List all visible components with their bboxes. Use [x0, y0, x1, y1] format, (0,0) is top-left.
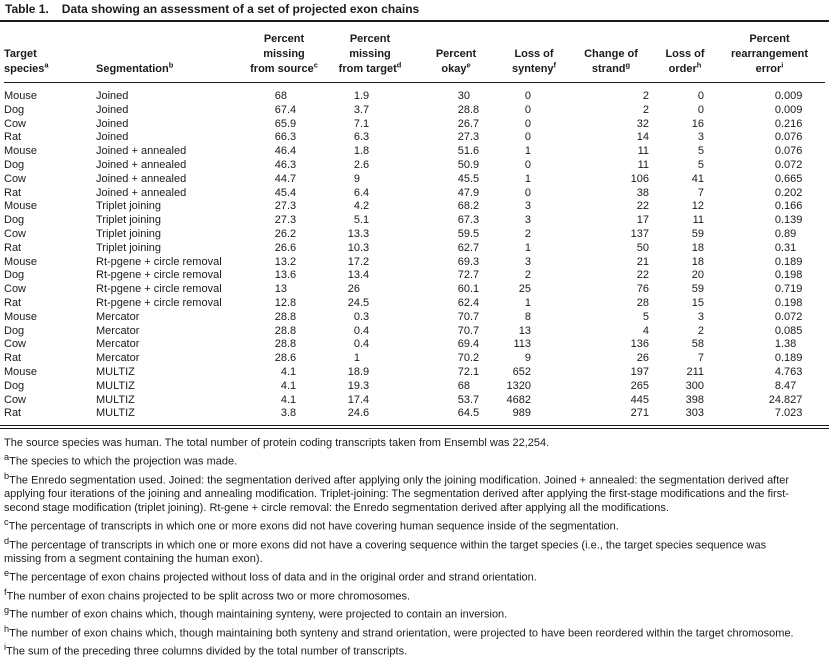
value-cell: 4.763 — [774, 365, 803, 378]
species-cell: Rat — [4, 296, 22, 309]
value-cell: 13.3 — [347, 227, 370, 240]
segmentation-cell: MULTIZ — [96, 393, 135, 406]
value-cell: 0.89 — [774, 227, 797, 240]
value-cell: 8.47 — [774, 379, 797, 392]
value-cell: 27.3 — [274, 214, 297, 227]
column-header: Percent missing from source$^c$ — [238, 22, 330, 83]
value-cell: 4 — [642, 324, 649, 337]
species-cell: Cow — [4, 393, 27, 406]
value-cell: 22 — [636, 269, 649, 282]
segmentation-cell: Joined + annealed — [96, 145, 187, 158]
value-cell: 3 — [697, 310, 704, 323]
value-cell: 62.7 — [457, 241, 480, 254]
species-cell: Cow — [4, 117, 27, 130]
table-caption-text: Data showing an assessment of a set of projected exon chains — [61, 2, 420, 16]
segmentation-cell: MULTIZ — [96, 365, 135, 378]
footnote: $^f$The number of exon chains projected to be split across two or more chromosomes. — [4, 586, 411, 603]
segmentation-cell: Mercator — [96, 324, 140, 337]
value-cell: 17 — [636, 214, 649, 227]
table-row — [4, 118, 825, 132]
segmentation-cell: Joined — [96, 103, 129, 116]
value-cell: 4.1 — [280, 393, 297, 406]
value-cell: 45.5 — [457, 172, 480, 185]
value-cell: 1320 — [506, 379, 531, 392]
segmentation-cell: Rt-pgene + circle removal — [96, 269, 222, 282]
segmentation-cell: Joined + annealed — [96, 172, 187, 185]
value-cell: 106 — [630, 172, 649, 185]
value-cell: 45.4 — [274, 186, 297, 199]
value-cell: 398 — [685, 393, 704, 406]
segmentation-cell: Joined + annealed — [96, 158, 187, 171]
table-row — [4, 145, 825, 159]
value-cell: 58 — [691, 338, 704, 351]
value-cell: 0.3 — [353, 310, 370, 323]
value-cell: 0 — [524, 90, 531, 102]
value-cell: 11 — [637, 145, 649, 158]
value-cell: 41 — [691, 172, 704, 185]
value-cell: 14 — [636, 131, 649, 144]
value-cell: 9 — [353, 172, 360, 185]
value-cell: 1 — [524, 241, 531, 254]
value-cell: 28.6 — [274, 352, 297, 365]
species-cell: Dog — [4, 214, 25, 227]
species-cell: Mouse — [4, 145, 38, 158]
value-cell: 0.719 — [774, 283, 803, 296]
value-cell: 7 — [697, 352, 704, 365]
segmentation-cell: Triplet joining — [96, 227, 162, 240]
value-cell: 12.8 — [274, 296, 297, 309]
value-cell: 67.4 — [274, 103, 297, 116]
value-cell: 0.072 — [774, 310, 803, 323]
table-row — [4, 83, 825, 104]
value-cell: 6.4 — [353, 186, 370, 199]
value-cell: 46.3 — [274, 158, 297, 171]
value-cell: 1 — [524, 172, 531, 185]
column-header: Change of strand$^g$ — [566, 22, 656, 83]
value-cell: 59.5 — [457, 227, 480, 240]
value-cell: 0.009 — [774, 90, 803, 102]
value-cell: 24.6 — [347, 407, 370, 420]
footnote: $^i$The sum of the preceding three columns divided by the total number of transcripts. — [4, 642, 408, 658]
value-cell: 22 — [636, 200, 649, 213]
value-cell: 5 — [697, 145, 704, 158]
value-cell: 0.665 — [774, 172, 803, 185]
value-cell: 21 — [636, 255, 649, 268]
table-row — [4, 352, 825, 366]
value-cell: 20 — [691, 269, 704, 282]
value-cell: 3 — [697, 131, 704, 144]
table-row — [4, 325, 825, 339]
value-cell: 30 — [457, 90, 470, 102]
species-cell: Rat — [4, 131, 22, 144]
segmentation-cell: Triplet joining — [96, 214, 162, 227]
value-cell: 72.7 — [457, 269, 480, 282]
footnote: $^e$The percentage of exon chains projected without loss of data and in the original order and strand orientation. — [4, 568, 537, 584]
footnote: $^d$The percentage of transcripts in which one or more exons did not have a covering sequence within the target species (i.e., the target species sequence was missing from a segment containing the human exon). — [4, 535, 767, 566]
value-cell: 13.4 — [347, 269, 370, 282]
value-cell: 0.139 — [774, 214, 803, 227]
value-cell: 7 — [697, 186, 704, 199]
value-cell: 0 — [524, 186, 531, 199]
value-cell: 24.5 — [347, 296, 370, 309]
value-cell: 0.076 — [774, 131, 803, 144]
value-cell: 1 — [524, 145, 531, 158]
value-cell: 271 — [630, 407, 649, 420]
footnote: $^c$The percentage of transcripts in which one or more exons did not have covering human sequence inside of the segmentation. — [4, 516, 619, 533]
value-cell: 60.1 — [457, 283, 480, 296]
value-cell: 62.4 — [457, 296, 480, 309]
value-cell: 44.7 — [274, 172, 297, 185]
species-cell: Mouse — [4, 90, 38, 102]
table-label: Table 1. — [5, 2, 49, 16]
value-cell: 0.085 — [774, 324, 803, 337]
value-cell: 9 — [524, 352, 531, 365]
value-cell: 8 — [524, 310, 531, 323]
species-cell: Rat — [4, 186, 22, 199]
value-cell: 10.3 — [347, 241, 370, 254]
footnote: $^a$The species to which the projection was made. — [4, 452, 238, 468]
value-cell: 13.2 — [274, 255, 297, 268]
value-cell: 11 — [692, 214, 704, 227]
species-cell: Rat — [4, 407, 22, 420]
value-cell: 2 — [524, 227, 531, 240]
value-cell: 2 — [642, 103, 649, 116]
value-cell: 5.1 — [353, 214, 370, 227]
value-cell: 197 — [630, 365, 649, 378]
column-header: Loss of order$^h$ — [656, 22, 714, 83]
value-cell: 47.9 — [457, 186, 480, 199]
species-cell: Cow — [4, 172, 27, 185]
table-row — [4, 159, 825, 173]
value-cell: 2 — [642, 90, 649, 102]
value-cell: 137 — [630, 227, 649, 240]
table-row — [4, 242, 825, 256]
species-cell: Dog — [4, 158, 25, 171]
value-cell: 26.2 — [274, 227, 297, 240]
column-header: Segmentation$^b$ — [96, 22, 238, 83]
species-cell: Mouse — [4, 255, 38, 268]
value-cell: 4.1 — [280, 365, 297, 378]
value-cell: 68 — [274, 90, 287, 102]
table-row — [4, 394, 825, 408]
species-cell: Cow — [4, 283, 27, 296]
value-cell: 0.216 — [774, 117, 803, 130]
table-row — [4, 366, 825, 380]
value-cell: 5 — [697, 158, 704, 171]
value-cell: 2.6 — [353, 158, 370, 171]
species-cell: Mouse — [4, 310, 38, 323]
value-cell: 67.3 — [457, 214, 480, 227]
value-cell: 26.7 — [457, 117, 480, 130]
value-cell: 300 — [685, 379, 704, 392]
species-cell: Rat — [4, 352, 22, 365]
species-cell: Mouse — [4, 200, 38, 213]
value-cell: 17.4 — [347, 393, 370, 406]
value-cell: 70.2 — [457, 352, 480, 365]
species-cell: Cow — [4, 227, 27, 240]
table-row — [4, 283, 825, 297]
value-cell: 18 — [691, 241, 704, 254]
value-cell: 15 — [691, 296, 704, 309]
value-cell: 70.7 — [457, 310, 480, 323]
value-cell: 5 — [642, 310, 649, 323]
value-cell: 3 — [524, 255, 531, 268]
species-cell: Cow — [4, 338, 27, 351]
value-cell: 59 — [691, 227, 704, 240]
segmentation-cell: Mercator — [96, 310, 140, 323]
footnote: $^g$The number of exon chains which, though maintaining synteny, were projected to contain an inversion. — [4, 605, 508, 621]
value-cell: 0 — [697, 90, 704, 102]
value-cell: 989 — [512, 407, 531, 420]
value-cell: 50 — [636, 241, 649, 254]
value-cell: 69.4 — [457, 338, 480, 351]
value-cell: 13 — [274, 283, 287, 296]
table-row — [4, 104, 825, 118]
value-cell: 445 — [630, 393, 649, 406]
value-cell: 69.3 — [457, 255, 480, 268]
value-cell: 652 — [512, 365, 531, 378]
value-cell: 3.8 — [280, 407, 297, 420]
table-caption — [4, 2, 825, 19]
value-cell: 0 — [697, 103, 704, 116]
segmentation-cell: Rt-pgene + circle removal — [96, 296, 222, 309]
segmentation-cell: Rt-pgene + circle removal — [96, 283, 222, 296]
value-cell: 136 — [630, 338, 649, 351]
table-row — [4, 380, 825, 394]
value-cell: 28.8 — [274, 310, 297, 323]
value-cell: 26.6 — [274, 241, 297, 254]
value-cell: 26 — [636, 352, 649, 365]
table-row — [4, 200, 825, 214]
table-row — [4, 338, 825, 352]
column-header: Percent missing from target$^d$ — [330, 22, 410, 83]
species-cell: Dog — [4, 269, 25, 282]
value-cell: 28.8 — [274, 338, 297, 351]
value-cell: 0 — [524, 117, 531, 130]
segmentation-cell: Triplet joining — [96, 200, 162, 213]
value-cell: 0 — [524, 158, 531, 171]
value-cell: 0.4 — [353, 338, 370, 351]
table-row — [4, 269, 825, 283]
value-cell: 0 — [524, 103, 531, 116]
value-cell: 19.3 — [347, 379, 370, 392]
segmentation-cell: Triplet joining — [96, 241, 162, 254]
column-header: Percent okay$^e$ — [410, 22, 502, 83]
segmentation-cell: Rt-pgene + circle removal — [96, 255, 222, 268]
value-cell: 7.1 — [353, 117, 370, 130]
value-cell: 3.7 — [353, 103, 370, 116]
table-header — [4, 22, 825, 83]
value-cell: 1.38 — [774, 338, 797, 351]
value-cell: 7.023 — [774, 407, 803, 420]
value-cell: 68 — [457, 379, 470, 392]
value-cell: 4.2 — [353, 200, 370, 213]
value-cell: 13.6 — [274, 269, 297, 282]
value-cell: 1.9 — [353, 90, 370, 102]
value-cell: 11 — [637, 158, 649, 171]
value-cell: 38 — [636, 186, 649, 199]
value-cell: 28.8 — [457, 103, 480, 116]
data-table — [4, 22, 825, 421]
value-cell: 0.076 — [774, 145, 803, 158]
table-row — [4, 131, 825, 145]
value-cell: 68.2 — [457, 200, 480, 213]
value-cell: 0.009 — [774, 103, 803, 116]
segmentation-cell: MULTIZ — [96, 379, 135, 392]
table-row — [4, 297, 825, 311]
table-row — [4, 407, 825, 421]
value-cell: 64.5 — [457, 407, 480, 420]
value-cell: 18.9 — [347, 365, 370, 378]
value-cell: 2 — [697, 324, 704, 337]
value-cell: 12 — [691, 200, 704, 213]
table-row — [4, 311, 825, 325]
table-row — [4, 187, 825, 201]
value-cell: 26 — [347, 283, 360, 296]
value-cell: 0.189 — [774, 255, 803, 268]
segmentation-cell: Mercator — [96, 338, 140, 351]
value-cell: 1 — [353, 352, 360, 365]
value-cell: 0.31 — [774, 241, 797, 254]
value-cell: 4682 — [506, 393, 531, 406]
column-header: Loss of synteny$^f$ — [502, 22, 566, 83]
value-cell: 27.3 — [457, 131, 480, 144]
value-cell: 51.6 — [457, 145, 480, 158]
species-cell: Dog — [4, 324, 25, 337]
column-header: Percent rearrangement error$^i$ — [714, 22, 825, 83]
footnote: $^b$The Enredo segmentation used. Joined: the segmentation derived after applying only the joining modification. Joined + annealed: the segmentation derived after applying four iterations of the joining and annealing modification. Triplet-joining: The segmentation derived after applying the first-stage modifications and the first-second stage modification (triplet joining). Rt-gene + circle removal: the Enredo segmentation derived after applying all the modifications. — [4, 470, 790, 515]
value-cell: 27.3 — [274, 200, 297, 213]
value-cell: 24.827 — [768, 393, 803, 406]
value-cell: 0.166 — [774, 200, 803, 213]
value-cell: 18 — [691, 255, 704, 268]
value-cell: 28 — [636, 296, 649, 309]
value-cell: 265 — [630, 379, 649, 392]
species-cell: Dog — [4, 379, 25, 392]
table-row — [4, 228, 825, 242]
segmentation-cell: Joined — [96, 117, 129, 130]
species-cell: Mouse — [4, 365, 38, 378]
value-cell: 28.8 — [274, 324, 297, 337]
value-cell: 303 — [685, 407, 704, 420]
value-cell: 6.3 — [353, 131, 370, 144]
value-cell: 25 — [518, 283, 531, 296]
value-cell: 17.2 — [347, 255, 370, 268]
segmentation-cell: Mercator — [96, 352, 140, 365]
value-cell: 0.189 — [774, 352, 803, 365]
bottom-rule — [0, 425, 829, 429]
value-cell: 53.7 — [457, 393, 480, 406]
value-cell: 1 — [524, 296, 531, 309]
species-cell: Dog — [4, 103, 25, 116]
value-cell: 32 — [636, 117, 649, 130]
value-cell: 0.4 — [353, 324, 370, 337]
table-body — [4, 83, 825, 422]
value-cell: 0.202 — [774, 186, 803, 199]
footnote: The source species was human. The total number of protein coding transcripts taken from Ensembl was 22,254. — [4, 437, 550, 450]
value-cell: 0.198 — [774, 269, 803, 282]
value-cell: 113 — [513, 338, 531, 351]
value-cell: 0.198 — [774, 296, 803, 309]
value-cell: 65.9 — [274, 117, 297, 130]
column-header: Target species$^a$ — [4, 22, 96, 83]
segmentation-cell: Joined — [96, 131, 129, 144]
value-cell: 0.072 — [774, 158, 803, 171]
segmentation-cell: MULTIZ — [96, 407, 135, 420]
footnotes — [4, 437, 804, 660]
species-cell: Rat — [4, 241, 22, 254]
footnote: $^h$The number of exon chains which, though maintaining both synteny and strand orientation, were projected to have been reordered within the target chromosome. — [4, 623, 794, 640]
value-cell: 72.1 — [457, 365, 480, 378]
table-row — [4, 173, 825, 187]
table-row — [4, 256, 825, 270]
segmentation-cell: Joined — [96, 90, 129, 102]
value-cell: 4.1 — [280, 379, 297, 392]
value-cell: 1.8 — [353, 145, 370, 158]
value-cell: 3 — [524, 214, 531, 227]
value-cell: 13 — [518, 324, 531, 337]
value-cell: 2 — [524, 269, 531, 282]
value-cell: 59 — [691, 283, 704, 296]
value-cell: 3 — [524, 200, 531, 213]
value-cell: 0 — [524, 131, 531, 144]
value-cell: 46.4 — [274, 145, 297, 158]
segmentation-cell: Joined + annealed — [96, 186, 187, 199]
value-cell: 66.3 — [274, 131, 297, 144]
value-cell: 76 — [636, 283, 649, 296]
header-row — [4, 22, 825, 83]
table-row — [4, 214, 825, 228]
value-cell: 16 — [691, 117, 704, 130]
value-cell: 70.7 — [457, 324, 480, 337]
value-cell: 211 — [686, 365, 704, 378]
value-cell: 50.9 — [457, 158, 480, 171]
